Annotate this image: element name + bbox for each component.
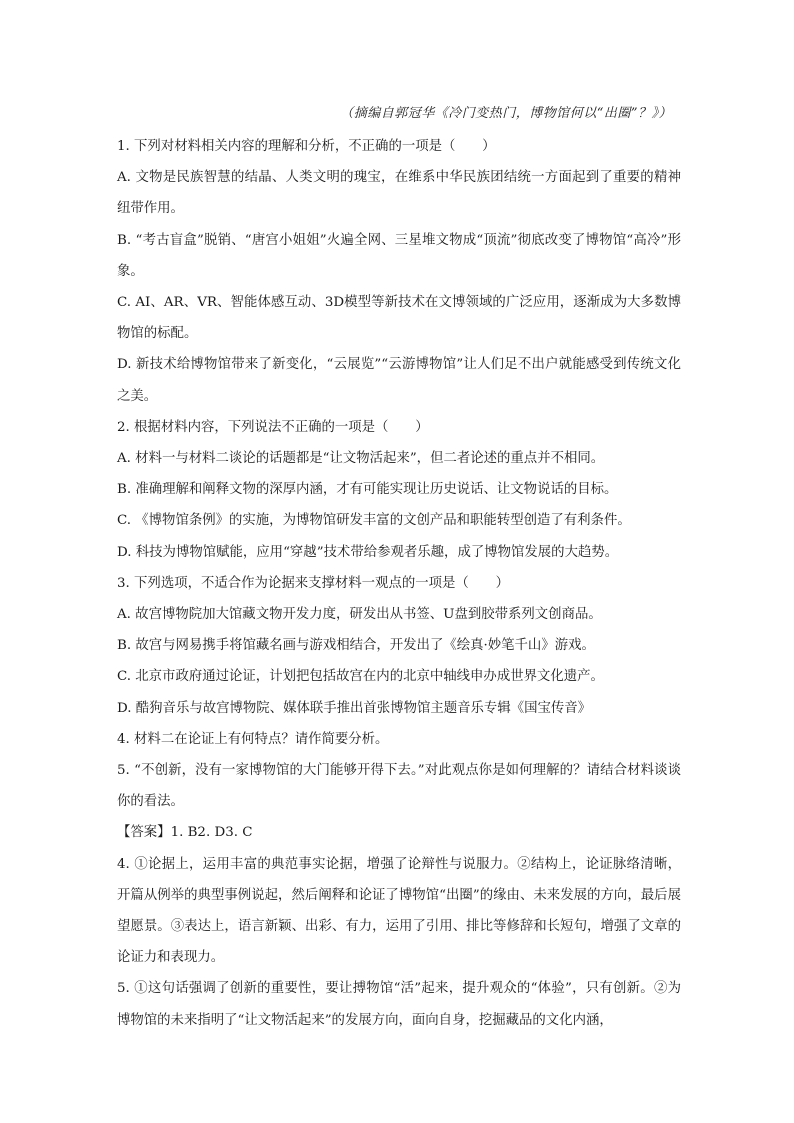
question-1-option-d: D. 新技术给博物馆带来了新变化，“云展览”“云游博物馆”让人们足不出户就能感受到传统文化之美。: [117, 357, 681, 404]
source-citation: （摘编自郭冠华《冷门变热门，博物馆何以“出圈”？》）: [340, 106, 672, 121]
question-2-stem: 2. 根据材料内容，下列说法不正确的一项是（ ）: [117, 419, 429, 435]
question-4-stem: 4. 材料二在论证上有何特点？请作简要分析。: [117, 731, 389, 747]
question-1-stem: 1. 下列对材料相关内容的理解和分析，不正确的一项是（ ）: [117, 139, 496, 154]
answer-text: 1. B2. D3. C: [170, 825, 253, 841]
explanation-4: 4. ①论据上，运用丰富的典范事实论据，增强了论辩性与说服力。②结构上，论证脉络清晰，开篇从例举的典型事例说起，然后阐释和论证了博物馆“出圈”的缘由、未来发展的方向，最后展望愿景。③表达上，语言新颖、出彩、有力，运用了引用、排比等修辞和长短句，增强了文章的论证力和表现力。: [117, 856, 681, 966]
question-2-option-b: B. 准确理解和阐释文物的深厚内涵，才有可能实现让历史说话、让文物说话的目标。: [117, 482, 618, 498]
question-3-stem: 3. 下列选项，不适合作为论据来支撑材料一观点的一项是（ ）: [117, 575, 509, 591]
question-3-option-a: A. 故宫博物院加大馆藏文物开发力度，研发出从书签、U盘到胶带系列文创商品。: [117, 607, 602, 623]
question-1-option-a: A. 文物是民族智慧的结晶、人类文明的瑰宝，在维系中华民族团结统一方面起到了重要的精神纽带作用。: [117, 170, 681, 217]
answer-tag: 【答案】: [117, 825, 171, 841]
answer-line: [117, 817, 681, 848]
question-2-option-a: A. 材料一与材料二谈论的话题都是“让文物活起来”，但二者论述的重点并不相同。: [117, 451, 605, 467]
explanation-5: 5. ①这句话强调了创新的重要性，要让搏物馆“活”起来，提升观众的“体验”，只有创新。②为博物馆的未来指明了“让文物活起来”的发展方向，面向自身，挖掘藏品的文化内涵，: [117, 981, 681, 1028]
content-body: [117, 131, 681, 1036]
question-1-option-c: C. AI、AR、VR、智能体感互动、3D模型等新技术在文博领域的广泛应用，逐渐成为大多数博物馆的标配。: [117, 295, 681, 342]
question-1-option-b: B. “考古盲盒”脱销、“唐宫小姐姐”火遍全网、三星堆文物成“顶流”彻底改变了博物馆“高冷”形象。: [117, 232, 681, 279]
question-2-option-c: C. 《博物馆条例》的实施，为博物馆研发丰富的文创产品和职能转型创造了有利条件。: [117, 513, 631, 529]
question-3-option-d: D. 酷狗音乐与故宫博物院、媒体联手推出首张博物馆主题音乐专辑《国宝传音》: [117, 700, 592, 716]
question-3-option-b: B. 故宫与网易携手将馆藏名画与游戏相结合，开发出了《绘真·妙笔千山》游戏。: [117, 638, 595, 654]
question-5-stem: 5. “不创新，没有一家博物馆的大门能够开得下去。”对此观点你是如何理解的？请结合材料谈谈你的看法。: [117, 763, 681, 810]
question-3-option-c: C. 北京市政府通过论证，计划把包括故宫在内的北京中轴线申办成世界文化遗产。: [117, 669, 604, 685]
question-2-option-d: D. 科技为博物馆赋能，应用“穿越”技术带给参观者乐趣，成了博物馆发展的大趋势。: [117, 544, 619, 560]
